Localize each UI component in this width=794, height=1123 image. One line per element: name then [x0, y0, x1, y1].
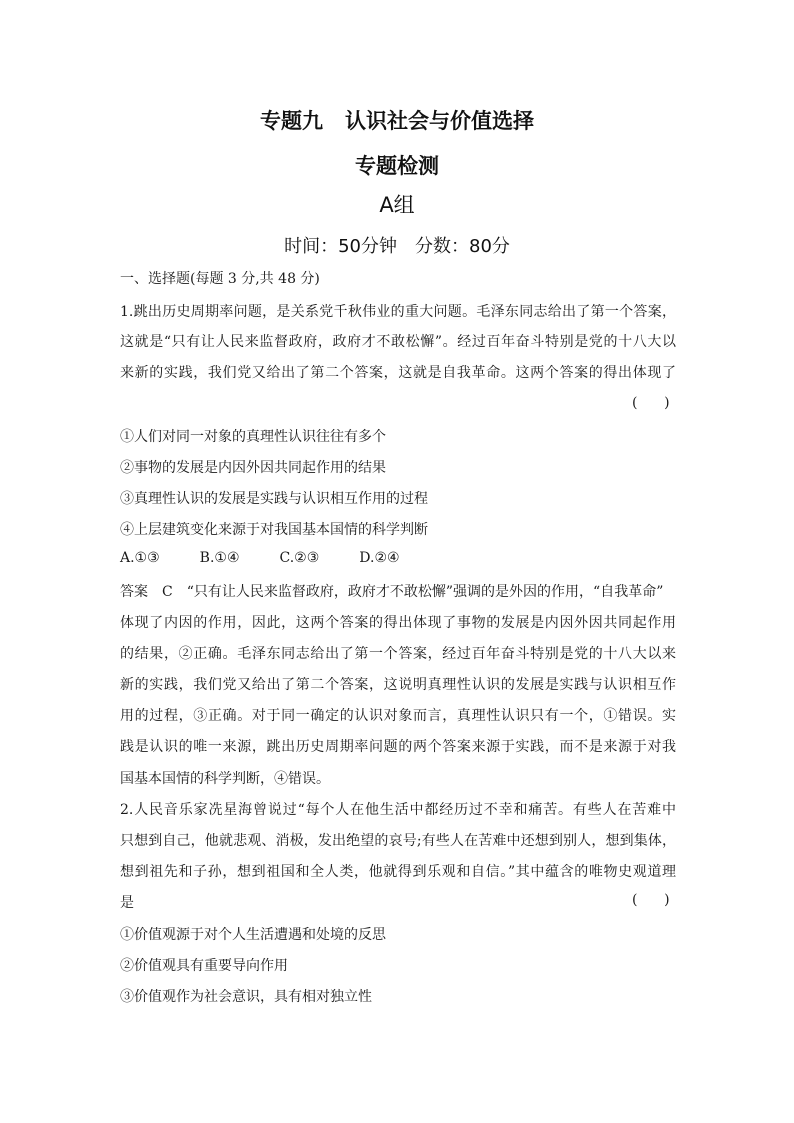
- document-subtitle: 专题检测: [355, 154, 439, 178]
- q1-option-c: C.②③: [279, 550, 320, 566]
- section-heading: 一、选择题(每题 3 分,共 48 分): [120, 271, 320, 287]
- chapter-title: 认识社会与价值选择: [345, 109, 534, 133]
- chapter-label: 专题九: [260, 109, 323, 133]
- q1-item-3: ③真理性认识的发展是实践与认识相互作用的过程: [120, 491, 428, 507]
- q2-item-2: ②价值观具有重要导向作用: [120, 958, 288, 974]
- q1-answer-bracket: ( ): [632, 395, 670, 411]
- answer-value: C: [162, 584, 173, 600]
- q1-explanation-6: 践是认识的唯一来源，跳出历史周期率问题的两个答案来源于实践，而不是来源于对我: [120, 739, 676, 755]
- q1-item-1: ①人们对同一对象的真理性认识往往有多个: [120, 429, 386, 445]
- q2-line-2: 只想到自己，他就悲观、消极，发出绝望的哀号;有些人在苦难中还想到别人，想到集体，: [120, 833, 676, 849]
- q2-line-1: 2.人民音乐家冼星海曾说过“每个人在他生活中都经历过不幸和痛苦。有些人在苦难中: [120, 802, 676, 818]
- answer-label: 答案: [120, 584, 148, 600]
- document-title: [0, 105, 794, 135]
- q1-line-1: 1.跳出历史周期率问题，是关系党千秋伟业的重大问题。毛泽东同志给出了第一个答案，: [120, 304, 676, 320]
- exam-meta: [0, 232, 794, 258]
- q1-option-b: B.①④: [199, 550, 240, 566]
- q2-item-1: ①价值观源于对个人生活遭遇和处境的反思: [120, 927, 386, 943]
- q1-explanation-4: 新的实践，我们党又给出了第二个答案，这说明真理性认识的发展是实践与认识相互作: [120, 677, 676, 693]
- q1-item-2: ②事物的发展是内因外因共同起作用的结果: [120, 460, 386, 476]
- q1-options: [120, 550, 440, 566]
- q2-line-4: 是: [120, 895, 134, 911]
- q1-line-3: 来新的实践，我们党又给出了第二个答案，这就是自我革命。这两个答案的得出体现了: [120, 365, 676, 381]
- q1-answer-line: [120, 581, 663, 601]
- q1-item-4: ④上层建筑变化来源于对我国基本国情的科学判断: [120, 522, 428, 538]
- q1-explanation-3: 的结果，②正确。毛泽东同志给出了第一个答案，经过百年奋斗特别是党的十八大以来: [120, 646, 676, 662]
- q2-answer-bracket: ( ): [632, 892, 670, 908]
- q2-line-3: 想到祖先和子孙，想到祖国和全人类，他就得到乐观和自信。”其中蕴含的唯物史观道理: [120, 864, 676, 880]
- q1-explanation-5: 用的过程，③正确。对于同一确定的认识对象而言，真理性认识只有一个，①错误。实: [120, 708, 676, 724]
- q1-option-a: A.①③: [120, 550, 160, 566]
- q1-line-2: 这就是“只有让人民来监督政府，政府才不敢松懈”。经过百年奋斗特别是党的十八大以: [120, 334, 676, 350]
- q1-explanation-7: 国基本国情的科学判断，④错误。: [120, 771, 330, 787]
- group-label: A组: [379, 193, 415, 217]
- q1-explanation-1: “只有让人民来监督政府，政府才不敢松懈”强调的是外因的作用，“自我革命”: [186, 584, 664, 600]
- score-label: 分数：80分: [415, 236, 510, 257]
- q1-option-d: D.②④: [359, 550, 400, 566]
- time-label: 时间：50分钟: [284, 236, 397, 257]
- q1-explanation-2: 体现了内因的作用，因此，这两个答案的得出体现了事物的发展是内因外因共同起作用: [120, 615, 676, 631]
- q2-item-3: ③价值观作为社会意识，具有相对独立性: [120, 989, 372, 1005]
